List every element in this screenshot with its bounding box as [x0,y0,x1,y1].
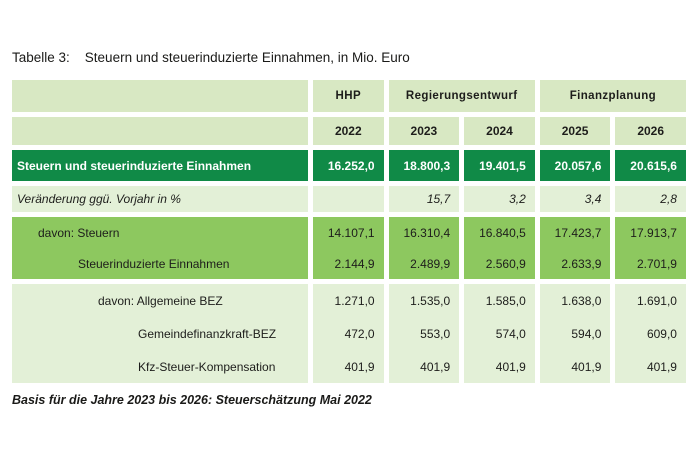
allgemeine-bez-value-2023: 1.535,0 [410,293,451,308]
col-group-regierungsentwurf: Regierungsentwurf [389,80,535,112]
steuerinduzierte-value-2025: 2.633,9 [561,256,602,271]
davon-block-labels [12,217,308,279]
total-value-2026: 20.615,6 [615,150,686,181]
bez-block-col-2025 [540,284,611,383]
bez-block-col-2024 [464,284,535,383]
year-header-2025: 2025 [540,117,611,145]
change-value-2024: 3,2 [464,186,535,212]
steuerinduzierte-value-2022: 2.144,9 [334,256,375,271]
allgemeine-bez-value-2026: 1.691,0 [636,293,677,308]
total-value-2022: 16.252,0 [313,150,384,181]
tax-table [12,80,686,383]
gemeindefinanzkraft-value-2025: 594,0 [571,326,602,341]
davon-block-col-2022 [313,217,384,279]
steuerinduzierte-value-2026: 2.701,9 [636,256,677,271]
bez-block-labels [12,284,308,383]
col-group-hhp: HHP [313,80,384,112]
kfz-kompensation-value-2024: 401,9 [495,359,526,374]
davon-block-col-2026 [615,217,686,279]
davon-block-col-2023 [389,217,460,279]
davon-block-col-2024 [464,217,535,279]
total-value-2025: 20.057,6 [540,150,611,181]
bez-block-col-2022 [313,284,384,383]
kfz-kompensation-value-2022: 401,9 [344,359,375,374]
year-header-2023: 2023 [389,117,460,145]
table-title-label: Tabelle 3: [12,50,70,65]
change-value-2025: 3,4 [540,186,611,212]
allgemeine-bez-label: davon: Allgemeine BEZ [98,293,223,308]
kfz-kompensation-value-2023: 401,9 [420,359,451,374]
total-value-2024: 19.401,5 [464,150,535,181]
davon-block-col-2025 [540,217,611,279]
steuerinduzierte-label: Steuerinduzierte Einnahmen [78,256,230,271]
allgemeine-bez-value-2024: 1.585,0 [485,293,526,308]
bez-block-col-2026 [615,284,686,383]
steuern-value-2023: 16.310,4 [403,225,451,240]
change-value-2022 [313,186,384,212]
change-row-label: Veränderung ggü. Vorjahr in % [12,186,308,212]
steuerinduzierte-value-2023: 2.489,9 [410,256,451,271]
steuern-value-2022: 14.107,1 [327,225,375,240]
kfz-kompensation-value-2026: 401,9 [646,359,677,374]
year-blank-cell [12,117,308,145]
kfz-kompensation-value-2025: 401,9 [571,359,602,374]
year-header-2026: 2026 [615,117,686,145]
steuern-value-2025: 17.423,7 [554,225,602,240]
year-header-2022: 2022 [313,117,384,145]
gemeindefinanzkraft-value-2023: 553,0 [420,326,451,341]
kfz-steuer-kompensation-label: Kfz-Steuer-Kompensation [138,359,276,374]
gemeindefinanzkraft-bez-label: Gemeindefinanzkraft-BEZ [138,326,277,341]
total-row-label: Steuern und steuerinduzierte Einnahmen [12,150,308,181]
change-value-2026: 2,8 [615,186,686,212]
steuern-value-2024: 16.840,5 [479,225,526,240]
table-title-text: Steuern und steuerinduzierte Einnahmen, in Mio. Euro [84,50,410,65]
gemeindefinanzkraft-value-2026: 609,0 [646,326,677,341]
gemeindefinanzkraft-value-2022: 472,0 [344,326,375,341]
change-value-2023: 15,7 [389,186,460,212]
gemeindefinanzkraft-value-2024: 574,0 [495,326,526,341]
table-title [12,50,686,65]
year-header-2024: 2024 [464,117,535,145]
steuerinduzierte-value-2024: 2.560,9 [485,256,526,271]
source-note: Basis für die Jahre 2023 bis 2026: Steuerschätzung Mai 2022 [12,393,372,407]
header-blank-cell [12,80,308,112]
col-group-finanzplanung: Finanzplanung [540,80,686,112]
davon-steuern-label: davon: Steuern [38,225,120,240]
allgemeine-bez-value-2022: 1.271,0 [334,293,375,308]
bez-block-col-2023 [389,284,460,383]
steuern-value-2026: 17.913,7 [630,225,677,240]
total-value-2023: 18.800,3 [389,150,460,181]
allgemeine-bez-value-2025: 1.638,0 [561,293,602,308]
